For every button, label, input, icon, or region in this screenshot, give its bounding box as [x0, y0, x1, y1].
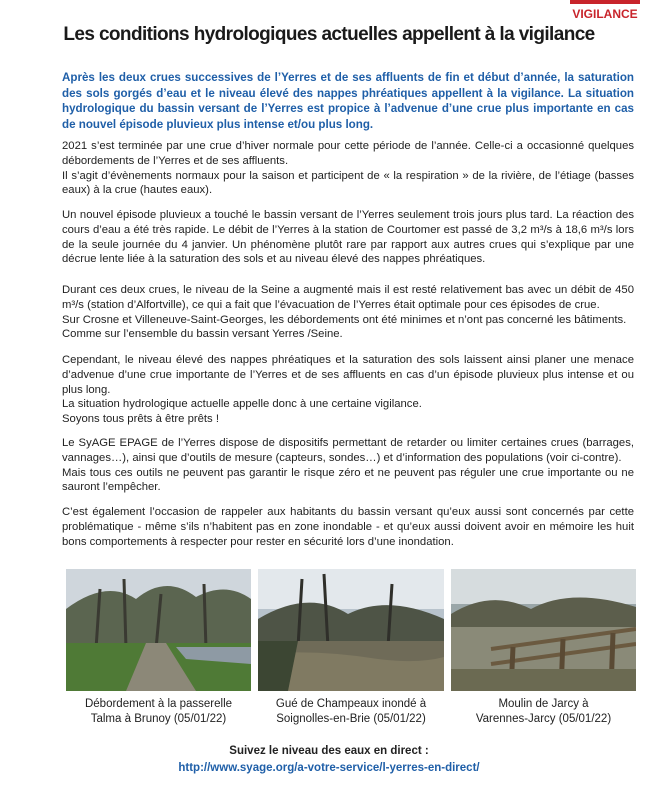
paragraph-2-text: Un nouvel épisode pluvieux a touché le bassin versant de l’Yerres seulement trois jours plus tard. La réaction des cours d’eau a été très rapide. Le débit de l’Yerres à la station de Courtomer est passé de 3,2 m³/s à 18,6 m³/s lors de la seule journée du 4 janvier. Un phénomène plutôt rare par rapport aux autres crues qui s’explique par une décrue lente liée à la saturation des sols et au niveau élevé des nappes phréatiques.: [62, 209, 634, 266]
photo-passerelle-talma: [66, 569, 251, 691]
paragraph-3-line-1: Durant ces deux crues, le niveau de la Seine a augmenté mais il est resté relativement bas avec un débit de 450 m³/s (station d’Alfortville), ce qui a fait que l’évacuation de l’Yerres était optimale pour ces épisodes de crue.: [62, 284, 634, 311]
photo-caption-1: [66, 697, 251, 727]
paragraph-5-line-1: Le SyAGE EPAGE de l’Yerres dispose de dispositifs permettant de retarder ou limiter certaines crues (barrages, vannages…), ainsi que d’outils de mesure (capteurs, sondes…) et d’information des populations (voir ci-contre).: [62, 437, 634, 464]
paragraph-1: [62, 139, 634, 198]
footer-heading: Suivez le niveau des eaux en direct :: [229, 745, 429, 757]
paragraph-3-line-3: Comme sur l’ensemble du bassin versant Yerres /Seine.: [62, 328, 343, 341]
paragraph-2: [62, 208, 634, 267]
paragraph-4-line-1: Cependant, le niveau élevé des nappes phréatiques et la saturation des sols laissent ainsi planer une menace d’advenue d’une crue importante de l’Yerres et de ses affluents en cas d’un épisode pluvieux plus intense et ou plus long.: [62, 354, 634, 396]
paragraph-3-line-2: Sur Crosne et Villeneuve-Saint-Georges, les débordements ont été minimes et n’ont pas concerné les bâtiments.: [62, 313, 627, 326]
photo-gue-champeaux: [258, 569, 444, 691]
paragraph-1-line-2: Il s’agit d’évènements normaux pour la saison et participent de « la respiration » de la rivière, de l’étiage (basses eaux) à la crue (hautes eaux).: [62, 169, 634, 197]
paragraph-6-text: C’est également l’occasion de rappeler aux habitants du bassin versant qu’eux aussi sont concernés par cette problématique - même s’ils n’habitent pas en zone inondable - et qu’eux aussi doivent avoir en mémoire les huit bons comportements à respecter pour rester en sécurité lors d’une inondation.: [62, 506, 634, 548]
photo-caption-2: [258, 697, 444, 727]
paragraph-1-line-1: 2021 s’est terminée par une crue d’hiver normale pour cette période de l’année. Celle-ci a occasionné quelques débordements de l’Yerres et de ses affluents.: [62, 140, 634, 167]
paragraph-5: [62, 436, 634, 495]
footer-link[interactable]: http://www.syage.org/a-votre-service/l-yerres-en-direct/: [178, 762, 480, 774]
photo-caption-2-line-2: Soignolles-en-Brie (05/01/22): [276, 713, 426, 725]
photo-caption-1-line-2: Talma à Brunoy (05/01/22): [90, 713, 227, 725]
photo-caption-3: [451, 697, 636, 727]
paragraph-3: [62, 283, 634, 342]
page-title: Les conditions hydrologiques actuelles appellent à la vigilance: [63, 24, 595, 45]
photo-caption-2-line-1: Gué de Champeaux inondé à: [275, 698, 427, 710]
photo-caption-1-line-1: Débordement à la passerelle: [84, 698, 233, 710]
photo-caption-3-line-1: Moulin de Jarcy à: [498, 698, 589, 710]
photo-caption-3-line-2: Varennes-Jarcy (05/01/22): [475, 713, 612, 725]
paragraph-4-line-3: Soyons tous prêts à être prêts !: [62, 413, 219, 426]
photo-moulin-jarcy: [451, 569, 636, 691]
paragraph-6: [62, 505, 634, 549]
paragraph-5-line-2: Mais tous ces outils ne peuvent pas garantir le risque zéro et ne peuvent pas réguler une crue importante ou ne sauront l’empêcher.: [62, 466, 634, 494]
paragraph-4: [62, 353, 634, 427]
intro-paragraph: Après les deux crues successives de l’Yerres et de ses affluents de fin et début d’année, la saturation des sols gorgés d’eau et le niveau élevé des nappes phréatiques appellent à la vigilance. La situation hydrologique du bassin versant de l’Yerres est propice à l’advenue d’une crue plus importante en cas de nouvel épisode pluvieux plus intense et/ou plus long.: [62, 71, 634, 131]
paragraph-4-line-2: La situation hydrologique actuelle appelle donc à une certaine vigilance.: [62, 398, 422, 411]
vigilance-badge: VIGILANCE: [570, 0, 640, 22]
